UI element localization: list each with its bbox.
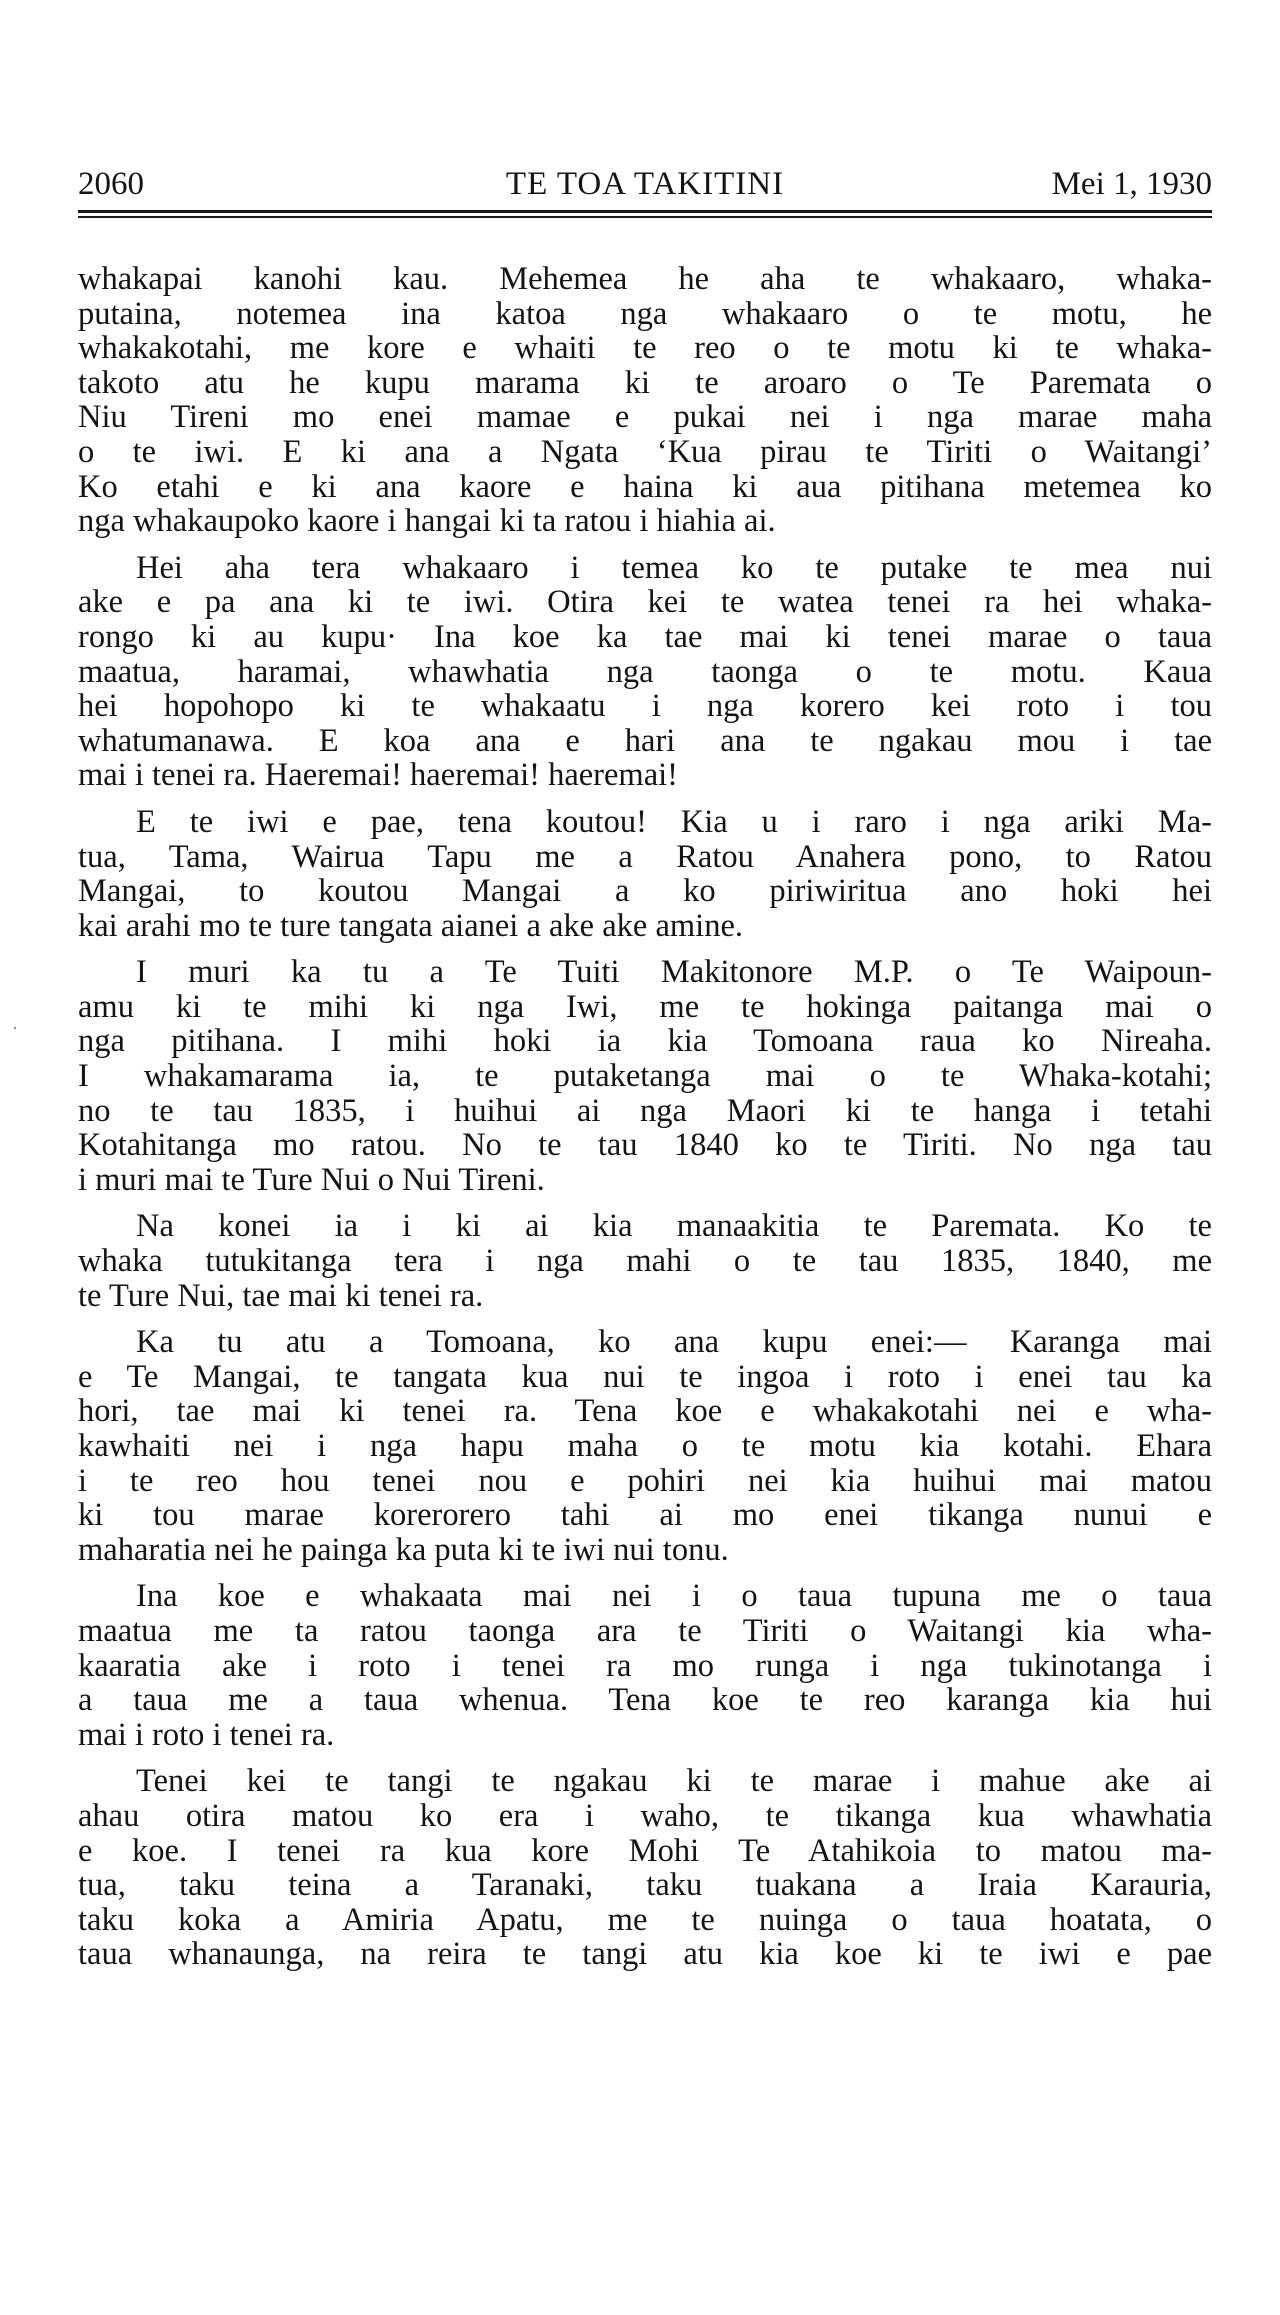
paragraph <box>78 262 1212 539</box>
text-line: Na konei ia i ki ai kia manaakitia te Paremata. Ko te <box>136 1208 1212 1245</box>
text-line: whatumanawa. E koa ana e hari ana te ngakau mou i tae <box>78 722 1212 759</box>
page-number: 2060 <box>78 166 144 202</box>
running-header <box>78 164 1212 214</box>
text-line: amu ki te mihi ki nga Iwi, me te hokinga paitanga mai o <box>78 988 1212 1025</box>
text-line: whaka tutukitanga tera i nga mahi o te tau 1835, 1840, me <box>78 1243 1212 1280</box>
text-line: kai arahi mo te ture tangata aianei a ake ake amine. <box>78 907 743 944</box>
text-line: mai i tenei ra. Haeremai! haeremai! haeremai! <box>78 757 678 794</box>
text-line: taua whanaunga, na reira te tangi atu kia koe ki te iwi e pae <box>78 1936 1212 1973</box>
text-line: kaaratia ake i roto i tenei ra mo runga i nga tukinotanga i <box>78 1647 1212 1684</box>
text-line: putaina, notemea ina katoa nga whakaaro o te motu, he <box>78 295 1212 332</box>
text-line: Hei aha tera whakaaro i temea ko te putake te mea nui <box>136 549 1212 586</box>
paragraph <box>78 1579 1212 1752</box>
text-line: E te iwi e pae, tena koutou! Kia u i raro i nga ariki Ma- <box>136 803 1212 840</box>
text-line: I whakamarama ia, te putaketanga mai o te Whaka-kotahi; <box>78 1058 1212 1095</box>
document-page <box>78 0 1212 2315</box>
paragraph <box>78 551 1212 793</box>
text-line: Kotahitanga mo ratou. No te tau 1840 ko te Tiriti. No nga tau <box>78 1127 1212 1164</box>
paragraph <box>78 1764 1212 1972</box>
issue-date: Mei 1, 1930 <box>1051 166 1212 202</box>
text-line: Niu Tireni mo enei mamae e pukai nei i nga marae maha <box>78 399 1212 436</box>
text-line: Ko etahi e ki ana kaore e haina ki aua pitihana metemea ko <box>78 468 1212 505</box>
text-line: rongo ki au kupu· Ina koe ka tae mai ki tenei marae o taua <box>78 618 1212 655</box>
text-line: i muri mai te Ture Nui o Nui Tireni. <box>78 1161 545 1198</box>
text-line: Ka tu atu a Tomoana, ko ana kupu enei:— Karanga mai <box>136 1324 1212 1361</box>
text-line: e koe. I tenei ra kua kore Mohi Te Atahikoia to matou ma- <box>78 1832 1212 1869</box>
text-line: whakakotahi, me kore e whaiti te reo o te motu ki te whaka- <box>78 330 1212 367</box>
text-line: tua, taku teina a Taranaki, taku tuakana a Iraia Karauria, <box>78 1867 1212 1904</box>
text-line: nga whakaupoko kaore i hangai ki ta ratou i hiahia ai. <box>78 503 776 540</box>
header-rule-thick <box>78 210 1212 213</box>
text-line: Ina koe e whakaata mai nei i o taua tupuna me o taua <box>136 1578 1212 1615</box>
text-line: mai i roto i tenei ra. <box>78 1716 335 1753</box>
header-rule-thin <box>78 216 1212 218</box>
text-line: tua, Tama, Wairua Tapu me a Ratou Anahera pono, to Ratou <box>78 838 1212 875</box>
text-line: I muri ka tu a Te Tuiti Makitonore M.P. o Te Waipoun- <box>136 954 1212 991</box>
text-line: no te tau 1835, i huihui ai nga Maori ki te hanga i tetahi <box>78 1092 1212 1129</box>
paragraph <box>78 1209 1212 1313</box>
paragraph <box>78 955 1212 1197</box>
text-line: e Te Mangai, te tangata kua nui te ingoa i roto i enei tau ka <box>78 1358 1212 1395</box>
text-line: maatua, haramai, whawhatia nga taonga o te motu. Kaua <box>78 653 1212 690</box>
publication-title: TE TOA TAKITINI <box>505 166 785 202</box>
text-line: Mangai, to koutou Mangai a ko piriwiritua ano hoki hei <box>78 873 1212 910</box>
text-line: ki tou marae korerorero tahi ai mo enei tikanga nunui e <box>78 1497 1212 1534</box>
text-line: hori, tae mai ki tenei ra. Tena koe e whakakotahi nei e wha- <box>78 1393 1212 1430</box>
text-line: ake e pa ana ki te iwi. Otira kei te watea tenei ra hei whaka- <box>78 584 1212 621</box>
text-line: a taua me a taua whenua. Tena koe te reo karanga kia hui <box>78 1682 1212 1719</box>
text-line: maatua me ta ratou taonga ara te Tiriti o Waitangi kia wha- <box>78 1612 1212 1649</box>
text-line: i te reo hou tenei nou e pohiri nei kia huihui mai matou <box>78 1462 1212 1499</box>
text-line: whakapai kanohi kau. Mehemea he aha te whakaaro, whaka- <box>78 261 1212 297</box>
paragraph <box>78 1325 1212 1567</box>
text-line: o te iwi. E ki ana a Ngata ‘Kua pirau te Tiriti o Waitangi’ <box>78 433 1212 470</box>
text-line: maharatia nei he painga ka puta ki te iwi nui tonu. <box>78 1531 729 1568</box>
text-line: takoto atu he kupu marama ki te aroaro o Te Paremata o <box>78 364 1212 401</box>
text-line: hei hopohopo ki te whakaatu i nga korero kei roto i tou <box>78 688 1212 725</box>
text-line: kawhaiti nei i nga hapu maha o te motu kia kotahi. Ehara <box>78 1428 1212 1464</box>
margin-mark: · <box>12 1018 18 1038</box>
text-line: nga pitihana. I mihi hoki ia kia Tomoana raua ko Nireaha. <box>78 1023 1212 1060</box>
paragraph <box>78 805 1212 943</box>
text-line: ahau otira matou ko era i waho, te tikanga kua whawhatia <box>78 1797 1212 1834</box>
text-line: Tenei kei te tangi te ngakau ki te marae i mahue ake ai <box>136 1763 1212 1800</box>
text-line: te Ture Nui, tae mai ki tenei ra. <box>78 1277 484 1314</box>
article-body <box>78 262 1212 1984</box>
text-line: taku koka a Amiria Apatu, me te nuinga o taua hoatata, o <box>78 1901 1212 1938</box>
